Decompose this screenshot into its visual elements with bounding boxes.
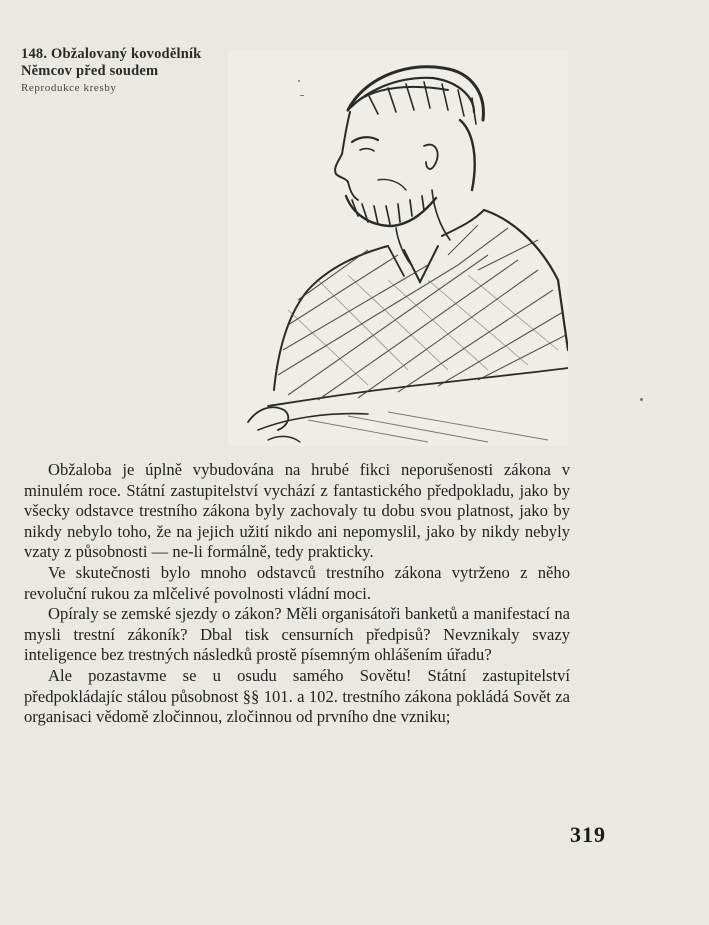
caption-subtitle: Němcov před soudem	[21, 63, 159, 79]
paragraph: Opíraly se zemské sjezdy o zákon? Měli organisátoři banketů a manifestací na mysli trestní zákoník? Dbal tisk censurních předpisů? Nevznikaly svazy inteligence bez trestných následků prostě písemným ohlášením úřadu?	[24, 604, 570, 665]
paragraph: Ve skutečnosti bylo mnoho odstavců trestního zákona vytrženo z něho revoluční rukou za mlčelivé povolnosti vládní moci.	[24, 562, 570, 603]
paragraph: Ale pozastavme se u osudu samého Sovětu! Státní zastupitelství předpokládajíc stálou působnost §§ 101. a 102. trestního zákona pokládá Sovět za organisaci vědomě zločinnou, zločinnou od prvního dne vzniku;	[24, 665, 570, 727]
caption-title: 148. Obžalovaný kovodělník	[21, 46, 202, 62]
page-number: 319	[570, 822, 606, 847]
body-text	[24, 460, 570, 728]
figure-caption	[21, 46, 231, 95]
caption-note: Reprodukce kresby	[21, 82, 117, 94]
sketch-svg	[228, 50, 568, 446]
paragraph: Obžaloba je úplně vybudována na hrubé fikci neporušenosti zákona v minulém roce. Státní zastupitelství vychází z fantastického předpokladu, jako by všecky odstavce trestního zákona byly zachovaly tu dobu svou platnost, jako by nikdy nebylo toho, že na jejich užití nikdo ani nepomyslil, jako by nikdy nebyly vzaty z působnosti — ne-li formálně, tedy prakticky.	[24, 460, 570, 562]
portrait-sketch	[228, 50, 568, 446]
